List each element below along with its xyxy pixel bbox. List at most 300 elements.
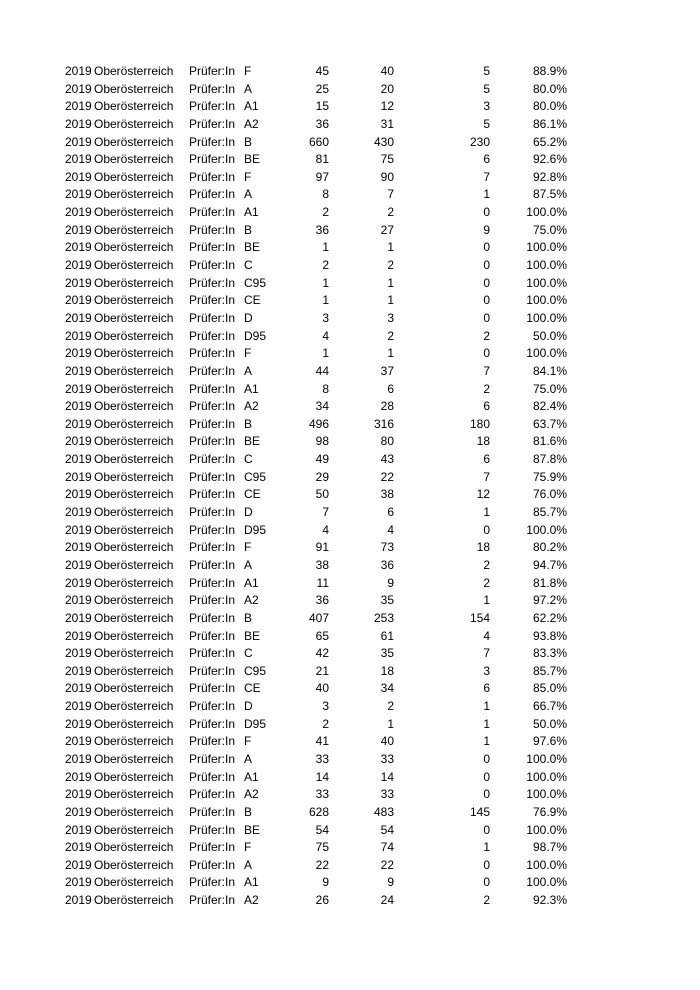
table-row xyxy=(0,204,700,222)
region-cell: Oberösterreich xyxy=(94,505,174,520)
total-count-cell: 45 xyxy=(315,64,329,78)
year-cell: 2019 xyxy=(65,187,92,202)
region-cell: Oberösterreich xyxy=(94,840,174,855)
role-cell: Prüfer:In xyxy=(189,505,236,520)
total-count-cell: 41 xyxy=(315,734,329,749)
passed-count-cell: 35 xyxy=(380,646,394,661)
pass-rate-cell: 100.0% xyxy=(526,787,567,802)
region-cell: Oberösterreich xyxy=(94,681,174,696)
year-cell: 2019 xyxy=(65,522,92,537)
pass-rate-cell: 81.8% xyxy=(532,575,567,590)
license-class-cell: A1 xyxy=(244,875,259,890)
failed-count-cell: 0 xyxy=(483,293,490,308)
table-row xyxy=(0,822,700,840)
region-cell: Oberösterreich xyxy=(94,116,174,131)
year-cell: 2019 xyxy=(65,310,92,325)
license-class-cell: F xyxy=(244,346,252,361)
table-row xyxy=(0,98,700,116)
license-class-cell: C95 xyxy=(244,469,267,484)
license-class-cell: A1 xyxy=(244,769,259,784)
total-count-cell: 98 xyxy=(315,434,329,449)
license-class-cell: F xyxy=(244,64,252,78)
total-count-cell: 33 xyxy=(315,787,329,802)
total-count-cell: 407 xyxy=(308,610,329,625)
license-class-cell: A1 xyxy=(244,99,259,114)
pass-rate-cell: 100.0% xyxy=(526,769,567,784)
failed-count-cell: 0 xyxy=(483,875,490,890)
region-cell: Oberösterreich xyxy=(94,751,174,766)
license-class-cell: B xyxy=(244,416,253,431)
license-class-cell: C95 xyxy=(244,275,267,290)
pass-rate-cell: 85.0% xyxy=(532,681,567,696)
failed-count-cell: 18 xyxy=(476,434,490,449)
failed-count-cell: 3 xyxy=(483,99,490,114)
table-row xyxy=(0,433,700,451)
failed-count-cell: 6 xyxy=(483,152,490,167)
table-row xyxy=(0,469,700,487)
region-cell: Oberösterreich xyxy=(94,893,174,908)
failed-count-cell: 9 xyxy=(483,222,490,237)
failed-count-cell: 7 xyxy=(483,363,490,378)
pass-rate-cell: 80.2% xyxy=(532,540,567,555)
pass-rate-cell: 100.0% xyxy=(526,240,567,255)
pass-rate-cell: 82.4% xyxy=(532,399,567,414)
total-count-cell: 11 xyxy=(316,575,329,590)
pass-rate-cell: 66.7% xyxy=(532,699,567,714)
failed-count-cell: 1 xyxy=(483,593,490,608)
failed-count-cell: 6 xyxy=(483,681,490,696)
failed-count-cell: 4 xyxy=(483,628,490,643)
license-class-cell: A xyxy=(244,363,253,378)
failed-count-cell: 154 xyxy=(469,610,490,625)
pass-rate-cell: 87.8% xyxy=(532,452,567,467)
region-cell: Oberösterreich xyxy=(94,152,174,167)
year-cell: 2019 xyxy=(65,681,92,696)
failed-count-cell: 0 xyxy=(483,751,490,766)
total-count-cell: 36 xyxy=(315,222,329,237)
year-cell: 2019 xyxy=(65,346,92,361)
passed-count-cell: 2 xyxy=(387,699,394,714)
passed-count-cell: 24 xyxy=(380,893,394,908)
year-cell: 2019 xyxy=(65,381,92,396)
failed-count-cell: 180 xyxy=(469,416,490,431)
total-count-cell: 50 xyxy=(315,487,329,502)
role-cell: Prüfer:In xyxy=(189,487,236,502)
pass-rate-cell: 86.1% xyxy=(532,116,567,131)
role-cell: Prüfer:In xyxy=(189,875,236,890)
passed-count-cell: 430 xyxy=(373,134,394,149)
table-row xyxy=(0,186,700,204)
passed-count-cell: 40 xyxy=(380,64,394,78)
total-count-cell: 34 xyxy=(315,399,329,414)
year-cell: 2019 xyxy=(65,293,92,308)
failed-count-cell: 1 xyxy=(483,840,490,855)
license-class-cell: A xyxy=(244,857,253,872)
license-class-cell: F xyxy=(244,734,252,749)
total-count-cell: 2 xyxy=(322,258,329,273)
year-cell: 2019 xyxy=(65,663,92,678)
table-row xyxy=(0,345,700,363)
passed-count-cell: 1 xyxy=(387,275,394,290)
total-count-cell: 44 xyxy=(315,363,329,378)
role-cell: Prüfer:In xyxy=(189,769,236,784)
role-cell: Prüfer:In xyxy=(189,751,236,766)
passed-count-cell: 31 xyxy=(380,116,394,131)
region-cell: Oberösterreich xyxy=(94,522,174,537)
year-cell: 2019 xyxy=(65,416,92,431)
license-class-cell: A xyxy=(244,81,253,96)
table-row xyxy=(0,63,700,81)
pass-rate-cell: 92.3% xyxy=(532,893,567,908)
total-count-cell: 49 xyxy=(315,452,329,467)
region-cell: Oberösterreich xyxy=(94,557,174,572)
passed-count-cell: 34 xyxy=(380,681,394,696)
table-row xyxy=(0,839,700,857)
failed-count-cell: 2 xyxy=(483,381,490,396)
total-count-cell: 21 xyxy=(315,663,329,678)
passed-count-cell: 33 xyxy=(380,751,394,766)
pass-rate-cell: 76.0% xyxy=(532,487,567,502)
passed-count-cell: 61 xyxy=(380,628,394,643)
region-cell: Oberösterreich xyxy=(94,275,174,290)
license-class-cell: C xyxy=(244,646,253,661)
license-class-cell: A2 xyxy=(244,787,259,802)
role-cell: Prüfer:In xyxy=(189,258,236,273)
year-cell: 2019 xyxy=(65,487,92,502)
failed-count-cell: 18 xyxy=(476,540,490,555)
total-count-cell: 36 xyxy=(315,593,329,608)
role-cell: Prüfer:In xyxy=(189,116,236,131)
table-row xyxy=(0,416,700,434)
region-cell: Oberösterreich xyxy=(94,258,174,273)
total-count-cell: 2 xyxy=(322,716,329,731)
license-class-cell: BE xyxy=(244,152,261,167)
license-class-cell: A2 xyxy=(244,116,259,131)
role-cell: Prüfer:In xyxy=(189,346,236,361)
total-count-cell: 26 xyxy=(315,893,329,908)
passed-count-cell: 37 xyxy=(380,363,394,378)
license-class-cell: A xyxy=(244,751,253,766)
failed-count-cell: 0 xyxy=(483,275,490,290)
year-cell: 2019 xyxy=(65,857,92,872)
role-cell: Prüfer:In xyxy=(189,840,236,855)
region-cell: Oberösterreich xyxy=(94,81,174,96)
passed-count-cell: 75 xyxy=(380,152,394,167)
total-count-cell: 1 xyxy=(322,346,329,361)
year-cell: 2019 xyxy=(65,275,92,290)
year-cell: 2019 xyxy=(65,575,92,590)
region-cell: Oberösterreich xyxy=(94,328,174,343)
region-cell: Oberösterreich xyxy=(94,469,174,484)
role-cell: Prüfer:In xyxy=(189,787,236,802)
year-cell: 2019 xyxy=(65,452,92,467)
role-cell: Prüfer:In xyxy=(189,328,236,343)
role-cell: Prüfer:In xyxy=(189,399,236,414)
role-cell: Prüfer:In xyxy=(189,469,236,484)
pass-rate-cell: 88.9% xyxy=(532,64,567,78)
license-class-cell: BE xyxy=(244,628,261,643)
role-cell: Prüfer:In xyxy=(189,734,236,749)
year-cell: 2019 xyxy=(65,205,92,220)
passed-count-cell: 6 xyxy=(387,381,394,396)
passed-count-cell: 22 xyxy=(380,469,394,484)
failed-count-cell: 1 xyxy=(483,734,490,749)
region-cell: Oberösterreich xyxy=(94,646,174,661)
region-cell: Oberösterreich xyxy=(94,875,174,890)
pass-rate-cell: 50.0% xyxy=(532,716,567,731)
year-cell: 2019 xyxy=(65,822,92,837)
pass-rate-cell: 100.0% xyxy=(526,751,567,766)
region-cell: Oberösterreich xyxy=(94,734,174,749)
region-cell: Oberösterreich xyxy=(94,416,174,431)
region-cell: Oberösterreich xyxy=(94,663,174,678)
table-row xyxy=(0,504,700,522)
year-cell: 2019 xyxy=(65,222,92,237)
pass-rate-cell: 100.0% xyxy=(526,875,567,890)
role-cell: Prüfer:In xyxy=(189,857,236,872)
role-cell: Prüfer:In xyxy=(189,593,236,608)
region-cell: Oberösterreich xyxy=(94,452,174,467)
total-count-cell: 97 xyxy=(315,169,329,184)
failed-count-cell: 0 xyxy=(483,346,490,361)
pass-rate-cell: 76.9% xyxy=(532,804,567,819)
role-cell: Prüfer:In xyxy=(189,557,236,572)
role-cell: Prüfer:In xyxy=(189,310,236,325)
year-cell: 2019 xyxy=(65,734,92,749)
role-cell: Prüfer:In xyxy=(189,716,236,731)
total-count-cell: 628 xyxy=(308,804,329,819)
total-count-cell: 7 xyxy=(322,505,329,520)
passed-count-cell: 54 xyxy=(380,822,394,837)
passed-count-cell: 9 xyxy=(387,875,394,890)
role-cell: Prüfer:In xyxy=(189,434,236,449)
failed-count-cell: 1 xyxy=(483,716,490,731)
pass-rate-cell: 63.7% xyxy=(532,416,567,431)
passed-count-cell: 73 xyxy=(380,540,394,555)
passed-count-cell: 316 xyxy=(373,416,394,431)
license-class-cell: A1 xyxy=(244,575,259,590)
table-row xyxy=(0,486,700,504)
passed-count-cell: 18 xyxy=(380,663,394,678)
passed-count-cell: 28 xyxy=(380,399,394,414)
role-cell: Prüfer:In xyxy=(189,169,236,184)
failed-count-cell: 6 xyxy=(483,399,490,414)
total-count-cell: 75 xyxy=(315,840,329,855)
table-row xyxy=(0,328,700,346)
region-cell: Oberösterreich xyxy=(94,399,174,414)
table-row xyxy=(0,557,700,575)
table-row xyxy=(0,151,700,169)
pass-rate-cell: 100.0% xyxy=(526,275,567,290)
license-class-cell: A1 xyxy=(244,205,259,220)
region-cell: Oberösterreich xyxy=(94,310,174,325)
role-cell: Prüfer:In xyxy=(189,822,236,837)
region-cell: Oberösterreich xyxy=(94,487,174,502)
region-cell: Oberösterreich xyxy=(94,628,174,643)
region-cell: Oberösterreich xyxy=(94,593,174,608)
total-count-cell: 91 xyxy=(315,540,329,555)
passed-count-cell: 74 xyxy=(380,840,394,855)
role-cell: Prüfer:In xyxy=(189,240,236,255)
pass-rate-cell: 50.0% xyxy=(532,328,567,343)
total-count-cell: 8 xyxy=(322,187,329,202)
role-cell: Prüfer:In xyxy=(189,804,236,819)
passed-count-cell: 20 xyxy=(380,81,394,96)
role-cell: Prüfer:In xyxy=(189,275,236,290)
passed-count-cell: 6 xyxy=(387,505,394,520)
role-cell: Prüfer:In xyxy=(189,699,236,714)
license-class-cell: D xyxy=(244,310,253,325)
pass-rate-cell: 84.1% xyxy=(532,363,567,378)
license-class-cell: B xyxy=(244,610,253,625)
license-class-cell: BE xyxy=(244,434,261,449)
failed-count-cell: 12 xyxy=(476,487,490,502)
license-class-cell: D95 xyxy=(244,328,267,343)
failed-count-cell: 7 xyxy=(483,646,490,661)
table-row xyxy=(0,539,700,557)
pass-rate-cell: 97.6% xyxy=(532,734,567,749)
table-row xyxy=(0,451,700,469)
passed-count-cell: 90 xyxy=(380,169,394,184)
failed-count-cell: 145 xyxy=(469,804,490,819)
pass-rate-cell: 62.2% xyxy=(532,610,567,625)
total-count-cell: 29 xyxy=(315,469,329,484)
failed-count-cell: 2 xyxy=(483,557,490,572)
year-cell: 2019 xyxy=(65,540,92,555)
passed-count-cell: 12 xyxy=(380,99,394,114)
role-cell: Prüfer:In xyxy=(189,610,236,625)
license-class-cell: A2 xyxy=(244,893,259,908)
table-row xyxy=(0,892,700,910)
region-cell: Oberösterreich xyxy=(94,134,174,149)
table-row xyxy=(0,222,700,240)
year-cell: 2019 xyxy=(65,134,92,149)
year-cell: 2019 xyxy=(65,169,92,184)
region-cell: Oberösterreich xyxy=(94,575,174,590)
year-cell: 2019 xyxy=(65,804,92,819)
passed-count-cell: 35 xyxy=(380,593,394,608)
pass-rate-cell: 98.7% xyxy=(532,840,567,855)
region-cell: Oberösterreich xyxy=(94,699,174,714)
license-class-cell: BE xyxy=(244,822,261,837)
pass-rate-cell: 85.7% xyxy=(532,663,567,678)
region-cell: Oberösterreich xyxy=(94,240,174,255)
table-row xyxy=(0,857,700,875)
table-row xyxy=(0,628,700,646)
license-class-cell: D xyxy=(244,699,253,714)
license-class-cell: CE xyxy=(244,293,261,308)
year-cell: 2019 xyxy=(65,875,92,890)
failed-count-cell: 1 xyxy=(483,505,490,520)
table-row xyxy=(0,716,700,734)
region-cell: Oberösterreich xyxy=(94,169,174,184)
year-cell: 2019 xyxy=(65,81,92,96)
year-cell: 2019 xyxy=(65,610,92,625)
pass-rate-cell: 100.0% xyxy=(526,346,567,361)
role-cell: Prüfer:In xyxy=(189,187,236,202)
year-cell: 2019 xyxy=(65,363,92,378)
pass-rate-cell: 100.0% xyxy=(526,258,567,273)
total-count-cell: 15 xyxy=(315,99,329,114)
license-class-cell: BE xyxy=(244,240,261,255)
role-cell: Prüfer:In xyxy=(189,205,236,220)
year-cell: 2019 xyxy=(65,787,92,802)
passed-count-cell: 2 xyxy=(387,205,394,220)
year-cell: 2019 xyxy=(65,716,92,731)
year-cell: 2019 xyxy=(65,152,92,167)
total-count-cell: 14 xyxy=(315,769,329,784)
failed-count-cell: 0 xyxy=(483,787,490,802)
passed-count-cell: 38 xyxy=(380,487,394,502)
license-class-cell: A2 xyxy=(244,399,259,414)
license-class-cell: D95 xyxy=(244,522,267,537)
region-cell: Oberösterreich xyxy=(94,716,174,731)
role-cell: Prüfer:In xyxy=(189,628,236,643)
license-class-cell: A xyxy=(244,557,253,572)
year-cell: 2019 xyxy=(65,646,92,661)
table-row xyxy=(0,575,700,593)
table-row xyxy=(0,310,700,328)
license-class-cell: B xyxy=(244,804,253,819)
license-class-cell: F xyxy=(244,169,252,184)
year-cell: 2019 xyxy=(65,699,92,714)
total-count-cell: 2 xyxy=(322,205,329,220)
year-cell: 2019 xyxy=(65,258,92,273)
license-class-cell: B xyxy=(244,222,253,237)
license-class-cell: A1 xyxy=(244,381,259,396)
failed-count-cell: 6 xyxy=(483,452,490,467)
year-cell: 2019 xyxy=(65,434,92,449)
failed-count-cell: 2 xyxy=(483,328,490,343)
pass-rate-cell: 80.0% xyxy=(532,81,567,96)
table-row xyxy=(0,134,700,152)
table-row xyxy=(0,169,700,187)
pass-rate-cell: 94.7% xyxy=(532,557,567,572)
year-cell: 2019 xyxy=(65,99,92,114)
passed-count-cell: 2 xyxy=(387,258,394,273)
year-cell: 2019 xyxy=(65,893,92,908)
pass-rate-cell: 100.0% xyxy=(526,293,567,308)
total-count-cell: 4 xyxy=(322,328,329,343)
pass-rate-cell: 75.9% xyxy=(532,469,567,484)
license-class-cell: C xyxy=(244,452,253,467)
region-cell: Oberösterreich xyxy=(94,187,174,202)
failed-count-cell: 0 xyxy=(483,769,490,784)
passed-count-cell: 1 xyxy=(387,293,394,308)
total-count-cell: 9 xyxy=(322,875,329,890)
failed-count-cell: 0 xyxy=(483,857,490,872)
table-row xyxy=(0,769,700,787)
license-class-cell: C95 xyxy=(244,663,267,678)
year-cell: 2019 xyxy=(65,751,92,766)
pass-rate-cell: 93.8% xyxy=(532,628,567,643)
pass-rate-cell: 83.3% xyxy=(532,646,567,661)
year-cell: 2019 xyxy=(65,840,92,855)
total-count-cell: 4 xyxy=(322,522,329,537)
region-cell: Oberösterreich xyxy=(94,222,174,237)
failed-count-cell: 1 xyxy=(483,187,490,202)
role-cell: Prüfer:In xyxy=(189,540,236,555)
role-cell: Prüfer:In xyxy=(189,99,236,114)
license-class-cell: F xyxy=(244,540,252,555)
table-row xyxy=(0,698,700,716)
failed-count-cell: 0 xyxy=(483,258,490,273)
table-row xyxy=(0,292,700,310)
year-cell: 2019 xyxy=(65,769,92,784)
passed-count-cell: 3 xyxy=(387,310,394,325)
passed-count-cell: 1 xyxy=(387,240,394,255)
passed-count-cell: 1 xyxy=(387,716,394,731)
